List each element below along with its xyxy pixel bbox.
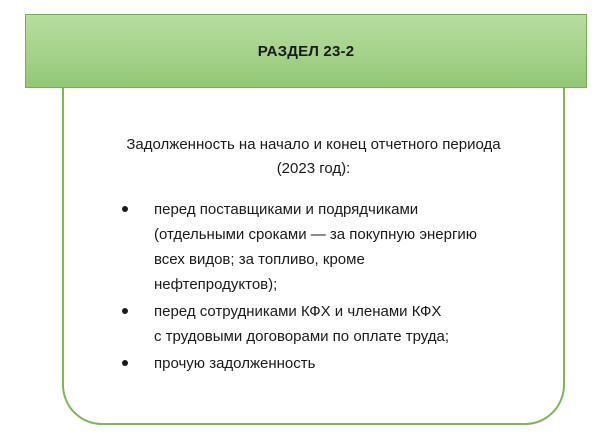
- section-header: [25, 14, 587, 88]
- list-item-line: прочую задолженность: [154, 355, 316, 372]
- list-item-line: нефтепродуктов);: [154, 276, 278, 293]
- list-item: [118, 299, 548, 349]
- list-item: [118, 351, 548, 376]
- bullet-icon: [122, 360, 128, 366]
- bullet-icon: [122, 308, 128, 314]
- debt-list: [118, 197, 548, 378]
- list-item-line: всех видов; за топливо, кроме: [154, 251, 365, 268]
- list-item-line: перед сотрудниками КФХ и членами КФХ: [154, 303, 442, 320]
- bullet-icon: [122, 206, 128, 212]
- list-item-line: (отдельными сроками — за покупную энергию: [154, 226, 478, 243]
- intro-text: [62, 133, 565, 181]
- section-title: РАЗДЕЛ 23-2: [257, 42, 355, 60]
- intro-line-1: Задолженность на начало и конец отчетного периода: [126, 136, 501, 153]
- list-item: [118, 197, 548, 297]
- intro-line-2: (2023 год):: [276, 160, 351, 177]
- list-item-line: перед поставщиками и подрядчиками: [154, 201, 419, 218]
- list-item-line: с трудовыми договорами по оплате труда;: [154, 328, 450, 345]
